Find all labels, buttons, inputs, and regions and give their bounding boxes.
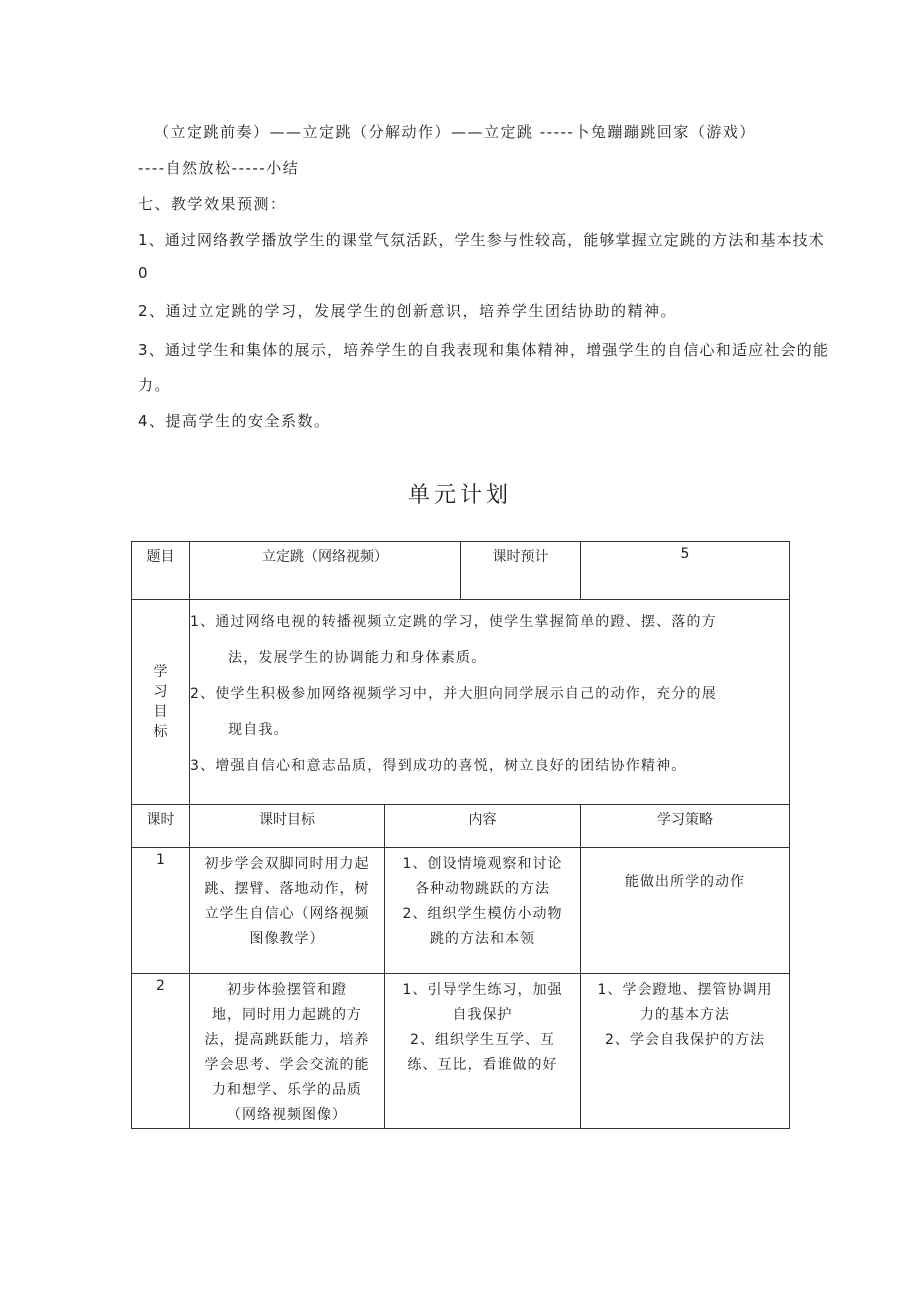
effect-item-1: 1、通过网络教学播放学生的课堂气氛活跃，学生参与性较高，能够掌握立定跳的方法和基本技术: [138, 231, 825, 249]
column-header-row: [132, 805, 790, 848]
lesson-strategy: [581, 974, 790, 1129]
objective-line: 跳、摆臂、落地动作，树: [204, 881, 370, 897]
objective-line: 地，同时用力起跳的方: [212, 1007, 362, 1023]
strategy-line: 2、学会自我保护的方法: [605, 1032, 765, 1048]
unit-plan-title: 单元计划: [407, 483, 512, 508]
unit-plan-table: [131, 541, 790, 1129]
lesson-content: [385, 848, 581, 974]
effect-item-1-cont: 0: [138, 264, 150, 282]
objective-line: 学会思考、学会交流的能: [204, 1057, 370, 1073]
table-row: [132, 848, 790, 974]
topic-value: 立定跳（网络视频）: [190, 542, 461, 600]
goals-row: [132, 600, 790, 805]
strategy-line: 能做出所学的动作: [625, 874, 745, 890]
objective-line: 初步体验摆管和蹬: [227, 982, 347, 998]
goal-line: 3、增强自信心和意志品质，得到成功的喜悦，树立良好的团结协作精神。: [190, 758, 687, 774]
hours-label: 课时预计: [461, 542, 581, 600]
goal-line: 法，发展学生的协调能力和身体素质。: [228, 650, 487, 666]
effect-item-4: 4、提高学生的安全系数。: [138, 412, 331, 430]
lesson-strategy: [581, 848, 790, 974]
strategy-line: 力的基本方法: [640, 1007, 730, 1023]
goals-content: [190, 600, 790, 805]
objective-line: 力和想学、乐学的品质: [212, 1082, 362, 1098]
objective-line: 立学生自信心（网络视频: [204, 906, 370, 922]
goals-label-char: 目: [153, 704, 168, 720]
objective-line: 图像教学）: [249, 931, 325, 947]
col-header-lesson: 课时: [132, 805, 190, 848]
goal-item: [190, 748, 789, 784]
effect-item-2: 2、通过立定跳的学习，发展学生的创新意识，培养学生团结协助的精神。: [138, 302, 678, 320]
topic-label: 题目: [132, 542, 190, 600]
content-line: 1、创设情境观察和讨论: [402, 856, 563, 872]
goal-line: 1、通过网络电视的转播视频立定跳的学习，使学生掌握简单的蹬、摆、落的方: [190, 614, 717, 630]
content-line: 自我保护: [452, 1007, 513, 1023]
goals-label-char: 学: [153, 664, 168, 680]
content-line: 1、引导学生练习，加强: [402, 982, 563, 998]
goals-label-char: 习: [153, 684, 168, 700]
goal-line: 2、使学生积极参加网络视频学习中，并大胆向同学展示自己的动作，充分的展: [190, 686, 717, 702]
col-header-content: 内容: [385, 805, 581, 848]
objective-line: 法，提高跳跃能力，培养: [204, 1032, 370, 1048]
effect-item-3: 3、通过学生和集体的展示，培养学生的自我表现和集体精神，增强学生的自信心和适应社会的能: [138, 341, 830, 359]
lesson-objective: [190, 848, 385, 974]
lesson-content: [385, 974, 581, 1129]
goal-line: 现自我。: [228, 722, 289, 738]
goal-item: [190, 604, 789, 676]
lesson-number: 2: [132, 974, 190, 1129]
objective-line: 初步学会双脚同时用力起: [204, 856, 370, 872]
content-line: 跳的方法和本领: [430, 931, 535, 947]
strategy-line: 1、学会蹬地、摆管协调用: [597, 982, 773, 998]
col-header-objective: 课时目标: [190, 805, 385, 848]
goals-label-char: 标: [153, 724, 168, 740]
effect-heading: 七、教学效果预测：: [138, 195, 287, 213]
content-line: 2、组织学生互学、互: [410, 1032, 555, 1048]
col-header-strategy: 学习策略: [581, 805, 790, 848]
table-row: [132, 974, 790, 1129]
content-line: 各种动物跳跃的方法: [415, 881, 550, 897]
flow-line-1: （立定跳前奏）——立定跳（分解动作）——立定跳 -----卜兔蹦蹦跳回家（游戏）: [154, 123, 756, 141]
objective-line: （网络视频图像）: [227, 1107, 347, 1123]
hours-value: 5: [581, 542, 790, 600]
goals-label: [132, 600, 190, 805]
content-line: 练、互比，看谁做的好: [407, 1057, 558, 1073]
topic-row: [132, 542, 790, 600]
effect-item-3-cont: 力。: [138, 376, 172, 394]
lesson-objective: [190, 974, 385, 1129]
goal-item: [190, 676, 789, 748]
content-line: 2、组织学生模仿小动物: [402, 906, 563, 922]
lesson-number: 1: [132, 848, 190, 974]
flow-line-2: ----自然放松-----小结: [138, 159, 300, 177]
